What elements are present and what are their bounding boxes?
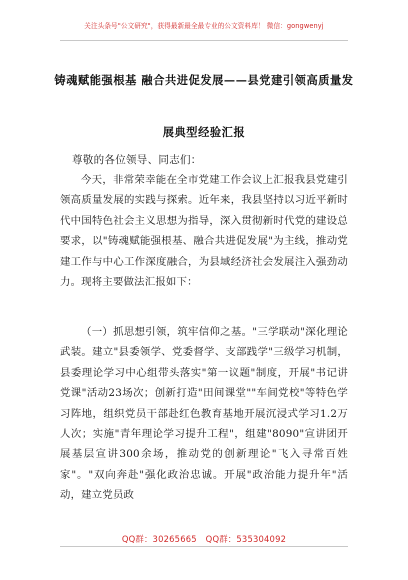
footer-divider: [60, 546, 348, 547]
document-title-line-2: 展典型经验汇报: [162, 125, 246, 139]
header-banner: 关注头条号"公文研究"，获得最新最全最专业的公文资料库！ 微信：gongwenyj: [84, 22, 324, 30]
body-paragraph-2: （一）抓思想引领，筑牢信仰之基。"三学联动"深化理论武装。建立"县委领学、党委督学、支部践学"三级学习机制，县委理论学习中心组带头落实"第一议题"制度，开展"书记讲党课"活动23场次；创新打造"田间课堂""车间党校"等特色学习阵地，组织党员干部赴红色教育基地开展沉浸式学习1.2万人次；实施"青年理论学习提升工程"，组建"8090"宣讲团开展基层宣讲300余场，推动党的创新理论"飞入寻常百姓家"。"双向奔赴"强化政治忠诚。开展"政治能力提升年"活动，建立党员政: [60, 326, 348, 502]
salutation: 尊敬的各位领导、同志们：: [72, 154, 202, 166]
header-divider: [60, 40, 348, 41]
body-paragraph-1: 今天，非常荣幸能在全市党建工作会议上汇报我县党建引领高质量发展的实践与探索。近年来，我县坚持以习近平新时代中国特色社会主义思想为指导，深入贯彻新时代党的建设总要求，以"铸魂赋能强根基、融合共进促发展"为主线，推动党建工作与中心工作深度融合，为县域经济社会发展注入强劲动力。现将主要做法汇报如下：: [60, 174, 348, 289]
document-title-line-1: 铸魂赋能强根基 融合共进促发展——县党建引领高质量发: [54, 73, 354, 87]
footer-qq-groups: QQ群：30265665 QQ群：535304092: [121, 534, 287, 544]
